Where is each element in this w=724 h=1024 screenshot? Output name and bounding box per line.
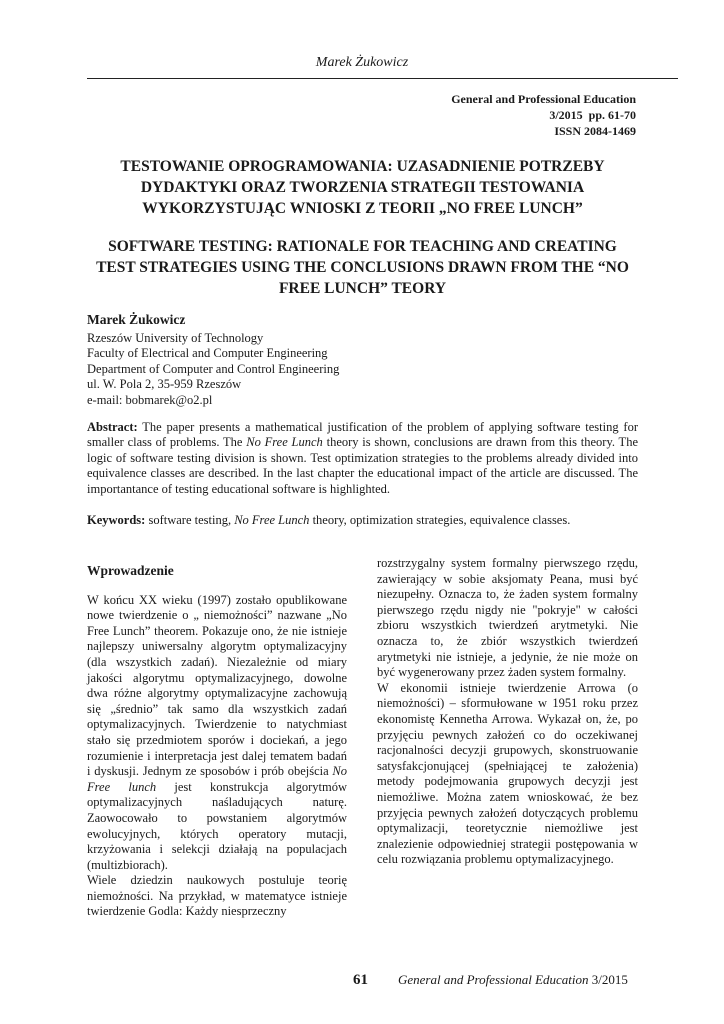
- paragraph-text: jest konstrukcja algorytmów optymalizacyjnych naśladujących naturę. Zaowocowało to powstaniem algorytmów ewolucyjnych, których operatory mutacji, krzyżowania i selekcji działają na populacjach (multizbiorach).: [87, 779, 347, 872]
- keywords-label: Keywords:: [87, 513, 146, 527]
- journal-info: [451, 91, 636, 139]
- abstract-text: The paper presents a mathematical justification of the problem of applying software testing for smaller class of problems. The: [87, 420, 638, 450]
- paragraph: W ekonomii istnieje twierdzenie Arrowa (o niemożności) – sformułowane w 1951 roku przez ekonomistę Kennetha Arrowa. Wykazał on, że, po przyjęciu pewnych założeń co do oczekiwanej racjonalności decyzji grupowych, skonstruowanie satysfakcjonującej (spełniającej te założenia) metody podejmowania grupowych decyzji jest niemożliwe. Można zatem wnioskować, że bez przyjęcia pewnych założeń dotyczących problemu optymalizacji, teoretycznie niemożliwe jest znalezienie odpowiedniej strategii postępowania w celu rozwiązania problemu optymalizacyjnego.: [377, 680, 638, 867]
- body-column-left: [87, 563, 347, 920]
- abstract-text: theory is shown, conclusions are drawn from this theory. The logic of software testing division is shown. Test optimization strategies to the problems already divided into equivalence classes are described. In the last chapter the educational impact of the article are discussed. The importantance of testing educational software is highlighted.: [87, 435, 638, 496]
- author-name: Marek Żukowicz: [87, 312, 186, 327]
- author-email[interactable]: e-mail: bobmarek@o2.pl: [87, 392, 213, 407]
- title-polish: TESTOWANIE OPROGRAMOWANIA: UZASADNIENIE POTRZEBY DYDAKTYKI ORAZ TWORZENIA STRATEGII TESTOWANIA WYKORZYSTUJĄC WNIOSKI Z TEORII „NO FREE LUNCH”: [120, 158, 605, 217]
- paragraph: [87, 593, 347, 874]
- abstract: [87, 420, 638, 497]
- body-column-right: [377, 556, 638, 868]
- footer-journal: [398, 972, 628, 988]
- section-heading: Wprowadzenie: [87, 563, 174, 578]
- author-block: [87, 312, 638, 408]
- affiliation-line: Faculty of Electrical and Computer Engineering: [87, 346, 328, 360]
- paragraph-text: W końcu XX wieku (1997) zostało opublikowane nowe twierdzenie o „ niemożności” nazwane „No Free Lunch” theorem. Pokazuje ono, że nie istnieje najlepszy uniwersalny algorytm optymalizacyjny (dla wszystkich zadań). Niezależnie od miary jakości algorytmu optymalizacyjnego, dowolne dwa różne algorytmy optymalizacyjne zachowują się „średnio” tak samo dla wszystkich zadań optymalizacyjnych. Twierdzenie to natychmiast stało się przedmiotem sporów i dociekań, a jego rozumienie i interpretacja jest dalej tematem badań i dyskusji. Jednym ze sposobów i prób obejścia: [87, 592, 347, 779]
- paragraph-emphasis: No Free lunch: [87, 764, 347, 794]
- footer-journal-name: General and Professional Education: [398, 972, 589, 987]
- keywords-emphasis: No Free Lunch: [234, 513, 310, 527]
- journal-name: General and Professional Education: [451, 92, 636, 106]
- keywords: [87, 513, 638, 528]
- running-head: Marek Żukowicz: [315, 55, 409, 70]
- abstract-label: Abstract:: [87, 420, 138, 434]
- footer-issue: 3/2015: [591, 972, 628, 987]
- abstract-emphasis: No Free Lunch: [246, 435, 323, 450]
- paragraph: Wiele dziedzin naukowych postuluje teorię niemożności. Na przykład, w matematyce istnieje twierdzenie Godla: Każdy niesprzeczny: [87, 873, 347, 919]
- page-number: 61: [353, 972, 368, 988]
- journal-issue: 3/2015 pp. 61-70: [549, 108, 636, 122]
- affiliation-line: ul. W. Pola 2, 35-959 Rzeszów: [87, 377, 242, 391]
- affiliation-line: Rzeszów University of Technology: [87, 330, 264, 345]
- keywords-text: software testing,: [145, 513, 235, 527]
- journal-issn: ISSN 2084-1469: [554, 124, 636, 138]
- title-english: SOFTWARE TESTING: RATIONALE FOR TEACHING AND CREATING TEST STRATEGIES USING THE CONCLUSIONS DRAWN FROM THE “NO FREE LUNCH” TEORY: [96, 238, 629, 297]
- affiliation-line: Department of Computer and Control Engineering: [87, 361, 340, 376]
- keywords-text: theory, optimization strategies, equivalence classes.: [309, 513, 571, 527]
- paragraph: rozstrzygalny system formalny pierwszego rzędu, zawierający w sobie aksjomaty Peana, musi być niezupełny. Oznacza to, że żaden system formalny pierwszego rzędu nigdy nie "pokryje" w całości zbioru wszystkich twierdzeń arytmetyki. Nie oznacza to, że zbiór wszystkich twierdzeń arytmetyki nie istnieje, a jedynie, że nie może on być wygenerowany przez żaden system formalny.: [377, 556, 638, 680]
- header-divider: [87, 78, 678, 79]
